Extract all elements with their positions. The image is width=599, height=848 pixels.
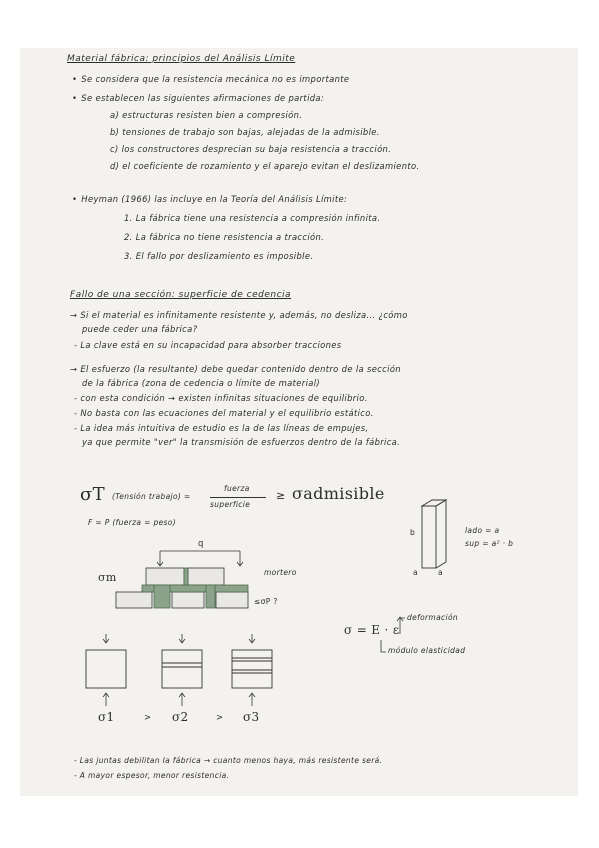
tension-label: (Tensión trabajo) = [112, 492, 191, 501]
sigma-t-symbol: σT [80, 484, 105, 505]
notebook-page [20, 48, 578, 796]
brick-wall-sketch [116, 568, 248, 608]
heyman-item-2: 2. La fábrica no tiene resistencia a tracción. [124, 232, 325, 242]
prism-label-a1: a [413, 568, 418, 577]
item-b: b) tensiones de trabajo son bajas, alejadas de la admisible. [110, 127, 380, 137]
prism-label-a2: a [438, 568, 443, 577]
section2-line-9: ya que permite "ver" la transmisión de esfuerzos dentro de la fábrica. [82, 437, 401, 447]
prism-surface: sup = a² · b [465, 539, 514, 548]
sigma-admisible: σadmisible [292, 484, 385, 503]
section2-line-6: - con esta condición → existen infinitas situaciones de equilibrio. [74, 393, 368, 403]
load-arrows [157, 551, 243, 566]
item-c: c) los constructores desprecian su baja resistencia a tracción. [110, 144, 392, 154]
elastic-modulus-label: módulo elasticidad [388, 646, 466, 655]
heyman-item-3: 3. El fallo por deslizamiento es imposible. [124, 251, 314, 261]
specimen-1 [86, 650, 126, 688]
mortero-label: mortero [264, 568, 297, 577]
footer-line-1: - Las juntas debilitan la fábrica → cuanto menos haya, más resistente será. [74, 756, 383, 765]
fraction-numerator: fuerza [224, 484, 250, 493]
hooke-annotations [381, 617, 405, 652]
prism-drawing [422, 500, 446, 568]
bullet-1: • Se considera que la resistencia mecánica no es importante [72, 74, 350, 84]
section2-line-4: → El esfuerzo (la resultante) debe quedar contenido dentro de la sección [70, 364, 401, 374]
bullet-2-text: Se establecen las siguientes afirmaciones de partida: [81, 93, 325, 103]
sigma3-label: σ3 [243, 710, 260, 724]
sigma-p-question: ≤σP ? [254, 597, 278, 606]
sigma-m-label: σm [98, 571, 117, 584]
heyman-text: Heyman (1966) las incluye en la Teoría del Análisis Límite: [81, 194, 348, 204]
section2-line-3: - La clave está en su incapacidad para absorber tracciones [74, 340, 342, 350]
sigma1-label: σ1 [98, 710, 115, 724]
load-q-label: q [198, 538, 204, 548]
section2-line-8: - La idea más intuitiva de estudio es la de las líneas de empujes, [74, 423, 369, 433]
section2-line-7: - No basta con las ecuaciones del material y el equilibrio estático. [74, 408, 374, 418]
section2-line-5: de la fábrica (zona de cedencia o límite de material) [82, 378, 321, 388]
deformation-label: deformación [407, 613, 458, 622]
geq-sign: ≥ [276, 489, 286, 502]
specimen-2 [162, 650, 202, 688]
bullet-1-text: Se considera que la resistencia mecánica no es importante [81, 74, 350, 84]
prism-side: lado = a [465, 526, 500, 535]
up-arrows [103, 693, 255, 706]
fraction-denominator: superficie [210, 500, 251, 509]
heyman-bullet: • Heyman (1966) las incluye en la Teoría del Análisis Límite: [72, 194, 348, 204]
greater-than-1: > [144, 712, 152, 722]
greater-than-2: > [216, 712, 224, 722]
item-d: d) el coeficiente de rozamiento y el aparejo evitan el deslizamiento. [110, 161, 420, 171]
section2-line-2: puede ceder una fábrica? [82, 324, 198, 334]
footer-line-2: - A mayor espesor, menor resistencia. [74, 771, 230, 780]
hooke-law: σ = E · ε [344, 623, 400, 637]
section2-title: Fallo de una sección: superficie de cedencia [70, 290, 292, 300]
bullet-2: • Se establecen las siguientes afirmaciones de partida: [72, 93, 325, 103]
force-equation: F = P (fuerza = peso) [88, 518, 177, 527]
prism-label-b: b [410, 528, 416, 537]
sigma2-label: σ2 [172, 710, 189, 724]
heyman-item-1: 1. La fábrica tiene una resistencia a compresión infinita. [124, 213, 381, 223]
section2-line-1: → Si el material es infinitamente resistente y, además, no desliza... ¿cómo [70, 310, 408, 320]
down-arrows [103, 634, 255, 643]
section1-title: Material fábrica: principios del Análisis Límite [67, 54, 296, 64]
sketch-layer [20, 48, 578, 796]
specimen-3 [232, 650, 272, 688]
item-a: a) estructuras resisten bien a compresión. [110, 110, 303, 120]
